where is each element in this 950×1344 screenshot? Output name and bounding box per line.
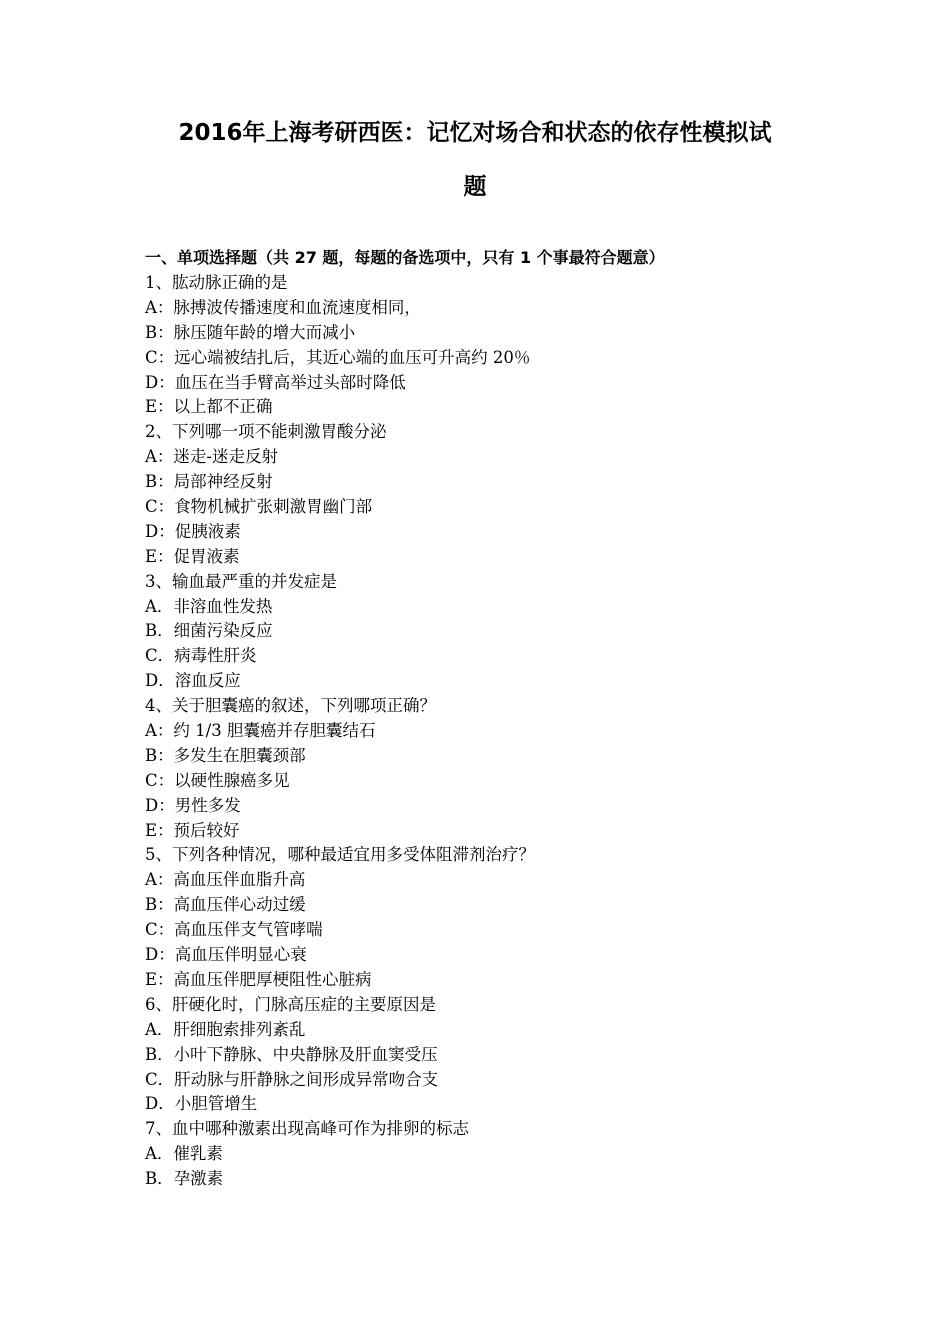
text-line: C：以硬性腺癌多见 [145,770,290,790]
text-line: B：多发生在胆囊颈部 [145,745,306,765]
text-line: 7、血中哪种激素出现高峰可作为排卵的标志 [145,1119,469,1139]
text-line: E：高血压伴肥厚梗阻性心脏病 [145,969,372,989]
text-line: A：迷走-迷走反射 [145,447,278,467]
text-line: C：高血压伴支气管哮喘 [145,920,323,940]
text-line: B：局部神经反射 [145,472,273,492]
text-line: B．小叶下静脉、中央静脉及肝血窦受压 [145,1044,438,1064]
text-line: D：高血压伴明显心衰 [145,945,307,965]
text-line: E：以上都不正确 [145,397,273,417]
text-line: C．肝动脉与肝静脉之间形成异常吻合支 [145,1069,439,1089]
text-line: D：男性多发 [145,795,241,815]
text-line: B．细菌污染反应 [145,621,273,641]
text-line: E：预后较好 [145,820,240,840]
text-line: 1、肱动脉正确的是 [145,273,288,292]
section-heading: 一、单项选择题（共 27 题，每题的备选项中，只有 1 个事最符合题意） [145,248,665,267]
question-list [145,271,825,1192]
text-line: A：约 1/3 胆囊癌并存胆囊结石 [145,721,376,741]
text-line: 2、下列哪一项不能刺激胃酸分泌 [145,422,387,442]
text-line: A：脉搏波传播速度和血流速度相同， [145,297,421,317]
text-line: A．催乳素 [145,1144,223,1164]
text-line: D：血压在当手臂高举过头部时降低 [145,372,406,392]
text-line: C：远心端被结扎后，其近心端的血压可升高约 20％ [145,347,531,367]
text-line: A．肝细胞索排列紊乱 [145,1019,306,1039]
document-title-line-1: 2016年上海考研西医：记忆对场合和状态的依存性模拟试 [178,120,772,146]
text-line: 5、下列各种情况，哪种最适宜用多受体阻滞剂治疗？ [145,845,535,865]
text-line: B：高血压伴心动过缓 [145,895,306,915]
text-line: 4、关于胆囊癌的叙述，下列哪项正确？ [145,696,436,716]
text-line: B：脉压随年龄的增大而减小 [145,322,356,342]
text-line: C．病毒性肝炎 [145,646,257,666]
text-line: B．孕激素 [145,1169,224,1189]
text-line: 3、输血最严重的并发症是 [145,571,337,591]
text-line: D：促胰液素 [145,521,241,541]
text-line: E：促胃液素 [145,546,240,566]
text-line: D．小胆管增生 [145,1094,258,1114]
text-line: C：食物机械扩张刺激胃幽门部 [145,497,373,517]
text-line: 6、肝硬化时，门脉高压症的主要原因是 [145,994,436,1014]
text-line: A．非溶血性发热 [145,596,273,616]
text-line: D．溶血反应 [145,671,241,691]
text-line: A：高血压伴血脂升高 [145,870,306,890]
document-title-line-2: 题 [463,174,487,200]
